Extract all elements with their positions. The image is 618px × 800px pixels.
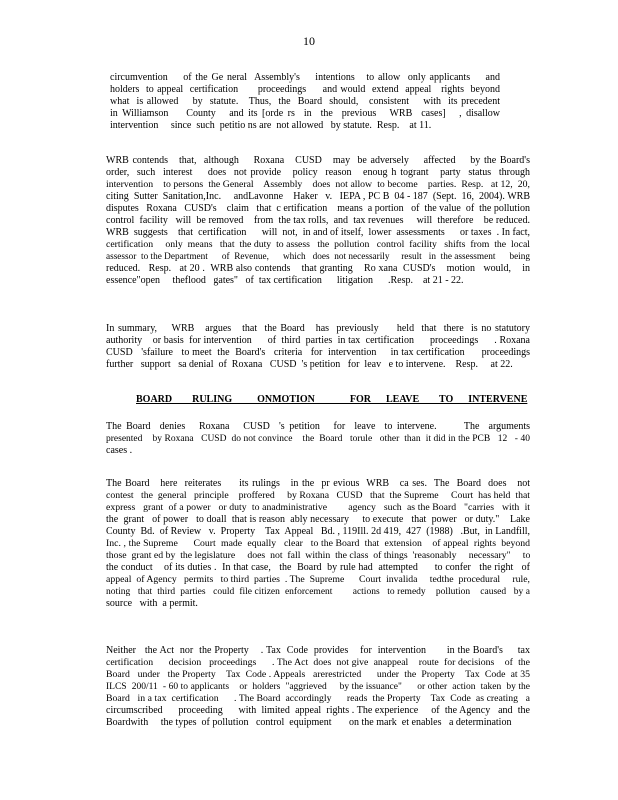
summary-paragraph (106, 323, 530, 371)
text-line: ILCS 200/11 - 60 to applicants or holders "aggrieved by the issuance" or other action taken by the (106, 682, 530, 692)
text-line: presented by Roxana CUSD do not convince the Board torule other than it did in the PCB 12 - 40 (106, 434, 530, 444)
text-line: certification only means that the duty to assess the pollution control facility shifts from the local (106, 239, 530, 250)
text-line: Boardwith the types of pollution control equipment on the mark et enables a determination (106, 717, 512, 728)
text-line: County Bd. of Review v. Property Tax Appeal Bd. , 119Ill. 2d 419, 427 (1988) .But, in Landfill, (106, 526, 530, 537)
board-denies-paragraph (106, 421, 530, 457)
text-line: essence"open theflood gates" of tax certification litigation .Resp. at 21 - 22. (106, 275, 464, 286)
text-line: appeal of Agency permits to third parties . The Supreme Court invalida tedthe procedural rule, (106, 574, 530, 585)
text-line: cases . (106, 445, 133, 456)
text-line: Inc. , the Supreme Court made equally clear to the Board that extension of appeal rights beyond (106, 538, 530, 549)
text-line: circumvention of the Ge neral Assembly's intentions to allow only applicants and (110, 72, 500, 83)
text-line: control facility will be removed from the tax rolls, and tax revenues will therefore be reduced. (106, 215, 530, 226)
text-line: citing Sutter Sanitation,Inc. andLavonne Haker v. IEPA , PC B 04 - 187 (Sept. 16, 2004). WRB (106, 191, 530, 202)
text-line: certification decision proceedings . The Act does not give anappeal route for decisions of the (106, 657, 530, 668)
text-line: express grant of a power or duty to anadministrative agency such as the Board "carries with it (106, 502, 530, 513)
text-line: WRB suggests that certification will not, in and of itself, lower assessments or taxes . In fact, (106, 227, 530, 238)
text-line: circumscribed proceeding with limited appeal rights . The experience of the Agency and the (106, 705, 530, 716)
wrb-contends-paragraph (106, 155, 530, 287)
text-line: intervention since such petitio ns are not allowed by statute. Resp. at 11. (110, 120, 432, 131)
text-line: those grant ed by the legislature does not fall within the class of things 'reasonably necessary" to (106, 550, 530, 561)
text-line: Board in a tax certification . The Board accordingly reads the Property Tax Code as creating a (106, 693, 530, 704)
text-line: source with a permit. (106, 598, 198, 609)
text-line: in Williamson County and its [orde rs in the previous WRB cases] , disallow (110, 108, 500, 119)
neither-act-paragraph (106, 645, 530, 729)
text-line: noting that third parties could file citizen enforcement actions to remedy pollution caused by a (106, 587, 530, 597)
section-heading: BOARD RULING ONMOTION FOR LEAVE TO INTERVENE (136, 394, 528, 405)
board-reiterates-paragraph (106, 478, 530, 610)
text-line: In summary, WRB argues that the Board has previously held that there is no statutory (106, 323, 530, 334)
text-line: the grant of power to doall that is reason ably necessary to execute that power or duty." Lake (106, 514, 530, 525)
quoted-paragraph (110, 72, 500, 132)
text-line: what is allowed by statute. Thus, the Board should, consistent with its precedent (110, 96, 500, 107)
text-line: The Board here reiterates its rulings in the pr evious WRB ca ses. The Board does not (106, 478, 530, 489)
text-line: The Board denies Roxana CUSD 's petition for leave to intervene. The arguments (106, 421, 530, 432)
text-line: CUSD 'sfailure to meet the Board's criteria for intervention in tax certification proceedings (106, 347, 530, 358)
text-line: contest the general principle proffered by Roxana CUSD that the Supreme Court has held that (106, 490, 530, 501)
text-line: holders to appeal certification proceedings and would extend appeal rights beyond (110, 84, 500, 95)
text-line: authority or basis for intervention of third parties in tax certification proceedings . Roxana (106, 335, 530, 346)
text-line: order, such interest does not provide policy reason enoug h togrant party status through (106, 167, 530, 178)
text-line: intervention to persons the General Assembly does not allow to become parties. Resp. at 12, 20, (106, 179, 530, 190)
text-line: WRB contends that, although Roxana CUSD may be adversely affected by the Board's (106, 155, 530, 166)
text-line: assessor to the Department of Revenue, which does not necessarily result in the assessment being (106, 252, 530, 262)
text-line: further support sa denial of Roxana CUSD 's petition for leav e to intervene. Resp. at 22. (106, 359, 513, 370)
text-line: the conduct of its duties . In that case, the Board by rule had attempted to confer the right of (106, 562, 530, 573)
text-line: Board under the Property Tax Code . Appeals arerestricted under the Property Tax Code at 35 (106, 669, 530, 680)
text-line: disputes Roxana CUSD's claim that c ertification means a portion of the value of the pollution (106, 203, 530, 214)
text-line: Neither the Act nor the Property . Tax Code provides for intervention in the Board's tax (106, 645, 530, 656)
page-number: 10 (303, 34, 315, 48)
text-line: reduced. Resp. at 20 . WRB also contends that granting Ro xana CUSD's motion would, in (106, 263, 530, 274)
